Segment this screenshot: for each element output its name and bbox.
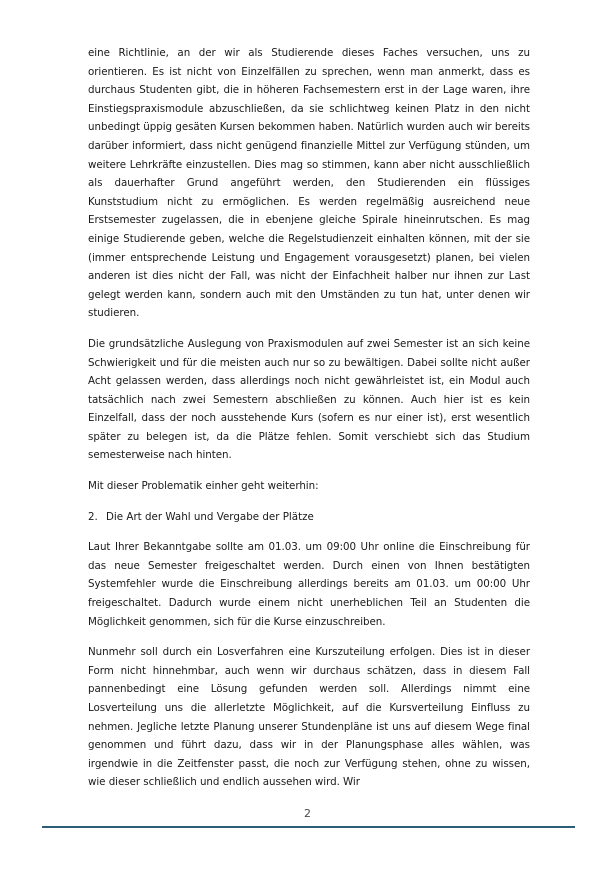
footer-divider (42, 826, 575, 828)
list-number: 2. (88, 510, 98, 523)
body-paragraph: Laut Ihrer Bekanntgabe sollte am 01.03. um 09:00 Uhr online die Einschreibung für das neue Semester freigeschaltet werden. Durch einen von Ihnen bestätigten Systemfehler wurde die Einschreibung allerdings bereits am 01.03. um 00:00 Uhr freigeschaltet. Dadurch wurde einem nicht unerheblichen Teil an Studenten die Möglichkeit genommen, sich für die Kurse einzuschreiben. (88, 541, 530, 628)
page-number: 2 (304, 807, 311, 820)
numbered-heading (88, 508, 530, 527)
body-paragraph: Nunmehr soll durch ein Losverfahren eine Kurszuteilung erfolgen. Dies ist in dieser Form nicht hinnehmbar, auch wenn wir durchaus schätzen, dass in diesem Fall pannenbedingt eine Lösung gefunden werden soll. Allerdings nimmt eine Losverteilung uns die allerletzte Möglichkeit, auf die Kursverteilung Einfluss zu nehmen. Jegliche letzte Planung unserer Stundenpläne ist uns auf diesem Wege final genommen und führt dazu, dass wir in der Planungsphase alles wählen, was irgendwie in die Zeitfenster passt, die noch zur Verfügung stehen, ohne zu wissen, wie dieser schließlich und endlich aussehen wird. Wir (88, 646, 530, 789)
document-body (88, 44, 530, 804)
list-item-text: Die Art der Wahl und Vergabe der Plätze (106, 510, 314, 523)
body-paragraph: Die grundsätzliche Auslegung von Praxismodulen auf zwei Semester ist an sich keine Schwierigkeit und für die meisten auch nur so zu bewältigen. Dabei sollte nicht außer Acht gelassen werden, dass allerdings noch nicht gewährleistet ist, ein Modul auch tatsächlich nach zwei Semestern abschließen zu können. Auch hier ist es kein Einzelfall, dass der noch ausstehende Kurs (sofern es nur einer ist), erst wesentlich später zu belegen ist, da die Plätze fehlen. Somit verschiebt sich das Studium semesterweise nach hinten. (88, 337, 530, 462)
body-paragraph: Mit dieser Problematik einher geht weiterhin: (88, 480, 319, 493)
body-paragraph: eine Richtlinie, an der wir als Studierende dieses Faches versuchen, uns zu orientieren. Es ist nicht von Einzelfällen zu sprechen, wenn man anmerkt, dass es durchaus Studenten gibt, die in höheren Fachsemestern erst in der Lage waren, ihre Einstiegspraxismodule abzuschließen, da sie schlichtweg keinen Platz in den nicht unbedingt üppig gesäten Kursen bekommen haben. Natürlich wurden auch wir bereits darüber informiert, dass nicht genügend finanzielle Mittel zur Verfügung stünden, um weitere Lehrkräfte einzustellen. Dies mag so stimmen, kann aber nicht ausschließlich als dauerhafter Grund angeführt werden, den Studierenden ein flüssiges Kunststudium nicht zu ermöglichen. Es werden regelmäßig ausreichend neue Erstsemester zugelassen, die in ebenjene gleiche Spirale hineinrutschen. Es mag einige Studierende geben, welche die Regelstudienzeit einhalten können, mit der sie (immer entsprechende Leistung und Engagement vorausgesetzt) planen, bei vielen anderen ist dies nicht der Fall, was nicht der Einfachheit halber nur ihnen zur Last gelegt werden kann, sondern auch mit den Umständen zu tun hat, unter denen wir studieren. (88, 47, 530, 320)
